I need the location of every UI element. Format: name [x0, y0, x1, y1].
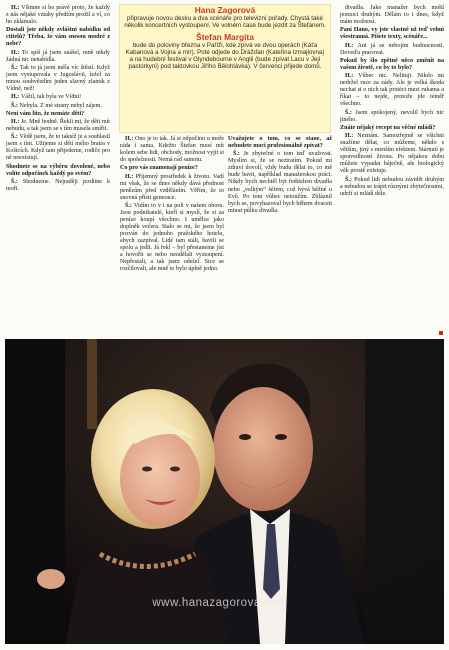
photo-watermark: www.hanazagorova.com [152, 597, 288, 609]
interview-question [340, 125, 444, 132]
article-column-1 [6, 5, 110, 194]
speaker-label: H.: [11, 119, 21, 126]
info-heading-stefan: Štefan Margita [196, 32, 254, 43]
speaker-label: Š.: [233, 151, 244, 158]
interview-question [6, 111, 110, 118]
paragraph-text: divadla. Jako manažer bych mohl pomoci druhým. Dělám to i dnes, když mám možnost. [340, 5, 444, 26]
speaker-label: Š.: [11, 134, 20, 141]
interview-answer [6, 50, 110, 64]
paragraph-text: Shodnete se na výběru dovolené, nebo volíte odpočinek každý po svém? [6, 163, 110, 177]
interview-answer [6, 103, 110, 110]
paragraph-text: Tak to já jsem měla víc štěstí. Když jsem vystupovala v Jugoslávii, ležel za mnou souhvězdím jeden slavný zlatník z Vídně, než! [6, 64, 110, 93]
speaker-label: Š.: [345, 109, 356, 116]
article-column-2b [228, 136, 332, 216]
speaker-label: H.: [345, 133, 358, 140]
info-heading-hana: Hana Zagorová [194, 5, 256, 15]
speaker-label: H.: [11, 94, 21, 101]
paragraph-text: Uvažujete o tom, co se stane, až nebudete moci profesionálně zpívat? [228, 136, 332, 150]
interview-answer [6, 179, 110, 193]
interview-question [6, 164, 110, 178]
paragraph-text: Ono je to tak. Já si odpočinu u moře ráda i sama. Kdežto Štefan musí mít kolem sebe lidi, obchody, možnost vyjít si do společnosti. Nemá rád samotu. [120, 136, 224, 164]
interview-answer [340, 110, 444, 124]
interview-answer [120, 174, 224, 202]
interview-question [6, 27, 110, 48]
interview-answer [120, 136, 224, 164]
paragraph-text: Pokud by šlo zpětně něco změnit na vašem životě, co by to bylo? [340, 57, 444, 71]
paragraph-text: Příjemný prostředek k životu. Vadí mi však, že se dnes někdy dává přednost penězům před vzděláním. Věřím, že to snovná přísti generace. [120, 173, 224, 201]
paragraph-text: Neznám. Samozřejmě se všichni snažíme dělat, co můžeme, někdo s větším, jiný s menším efektem. Stárnutí je spravedlností života. Po nějakou dobu můžete vypadat báječně, ale biologický věk prostě existuje. [340, 133, 444, 175]
interview-answer [6, 5, 110, 26]
paragraph-text: To spíš já jsem snášel, mně nikdy žádná nic nenabídla. [6, 49, 110, 63]
paragraph-text: Jsem spokojený, nevolil bych nic jiného. [340, 109, 444, 123]
paragraph-text: Je zbytečné o tom teď uvažovat. Myslím si, že se neztratím. Pokud mi zdraví dovolí, vždy budu dělat to, co mě bude bavit, například manažerskou práci. Nikdy bych nechtěl být ředitelem divadla nebo „velkým“ šéfem, což bývá běžné u Evů. Po tom vůbec netoužím. Zbláznil bych se, povyhazoval bych během dvaceti minut půlku divadla. [228, 151, 332, 214]
speaker-label: H.: [345, 42, 358, 49]
paragraph-text: Nebyla. Z mé strany nebyl zájem. [19, 102, 102, 109]
paragraph-text: Paní Hano, vy jste vlastně už teď velmi všestranná. Píšete texty, scénáře... [340, 27, 444, 41]
paragraph-text: Ani já se nebojím budoucnosti. Doveďu pracovat. [340, 42, 444, 56]
paragraph-text: Znáte nějaký recept na věčné mládí? [340, 124, 436, 131]
paragraph-text: Vědě jsem, že to taktéž je a souhlasil jsem s tím. Užijeme si dětí mého bratra v Košicích. Když tam přijedeme, rodiče pro ně neexistují. [6, 134, 110, 162]
paragraph-text: Všimne si ho právě proto, že každý z nás nějaké vztahy předtím prožil a ví, co ho zklamalo. [6, 5, 110, 26]
interview-answer [120, 203, 224, 273]
speaker-label: H.: [11, 49, 22, 56]
speaker-label: Š.: [11, 102, 20, 109]
paragraph-text: Vůbec nic. Nelituji. Nikdo mi nedržel ruce za zády. Ale je velká škoda nechat si o nich tak protéct mezi rukama a říkat – to nejde, protože jde téměř všechno. [340, 73, 444, 108]
interview-answer [6, 65, 110, 93]
article-column-2 [120, 136, 224, 275]
paragraph-text: Vidím to v i na poli v našem oboru. Jsou podnikatelé, kteří si myslí, že si za peníze koupí všechno. I umělce jako doplněk večera. Stalo se mi, že jsem byl pozván do jednoho pražského hotelu, abych zazpíval. Lidé tam stáli, bavili se spolu a jedli. Já řekl – byl přestaneme jíst a hovořit se nebo neudělali vystoupení. Nepřestali, a tak jsem odešel. Sice se rozčilovali, ale mně to bylo úplně jedno. [120, 202, 224, 273]
info-text-hana: připravuje novou desku a dva scénáře pro televizní pořady. Chystá také několik koncertních vystoupení. Ve volném čase bude jezdit za Štefanem. [124, 15, 326, 30]
speaker-label: H.: [345, 73, 359, 80]
info-text-stefan: bude do poloviny března v Paříži, kde zpívá ve dvou operách (Káťa Kabanová a Vojna a mír). Poté odjede do Drážďan (Kateřina Izmajlovna) a na hudební festival v Glyndebourne v Anglii (bude zpívat Lacu v Její pastorkyni) pod taktovkou Jiřího Bělohlávka). V červenci přijede domů. [125, 42, 325, 71]
speaker-label: Š.: [11, 64, 20, 71]
interview-question [340, 58, 444, 72]
interview-answer [340, 43, 444, 57]
interview-answer [340, 5, 444, 26]
interview-answer [340, 177, 444, 198]
couple-photo [5, 339, 444, 644]
paragraph-text: Co pro vás znamenají peníze? [120, 165, 198, 172]
interview-question [120, 165, 224, 172]
interview-answer [340, 73, 444, 108]
speaker-label: H.: [125, 136, 135, 142]
interview-answer [6, 94, 110, 101]
paragraph-text: Pokud lidi nebudou závidět druhým a nebudou se trápit různými zbytečnostmi, udrží si mládí déle. [340, 176, 444, 197]
info-box [119, 4, 331, 133]
speaker-label: H.: [11, 5, 22, 11]
interview-question [340, 27, 444, 41]
interview-question [228, 136, 332, 150]
speaker-label: Š.: [11, 178, 23, 185]
speaker-label: Š.: [345, 176, 355, 183]
paragraph-text: Vážil, tak byla ve Vídni! [20, 94, 82, 101]
paragraph-text: Dostali jste někdy zvláštní nabídku od ctitelů? Třeba, že vám snesou modré z nebe? [6, 27, 110, 48]
interview-answer [340, 133, 444, 175]
paragraph-text: Je. Mně hodně. Řekli mi, že děti mít nebudu, a tak jsem se s tím musela smířit. [6, 119, 110, 133]
speaker-label: H.: [125, 173, 136, 180]
interview-answer [6, 119, 110, 133]
interview-answer [228, 151, 332, 214]
paragraph-text: Shodneme. Nejraději jezdíme k moři. [6, 178, 111, 192]
end-mark [439, 331, 443, 335]
interview-answer [6, 134, 110, 162]
speaker-label: Š.: [125, 202, 134, 209]
article-column-3 [340, 5, 444, 199]
paragraph-text: Není vám líto, že nemáte děti? [6, 110, 85, 117]
